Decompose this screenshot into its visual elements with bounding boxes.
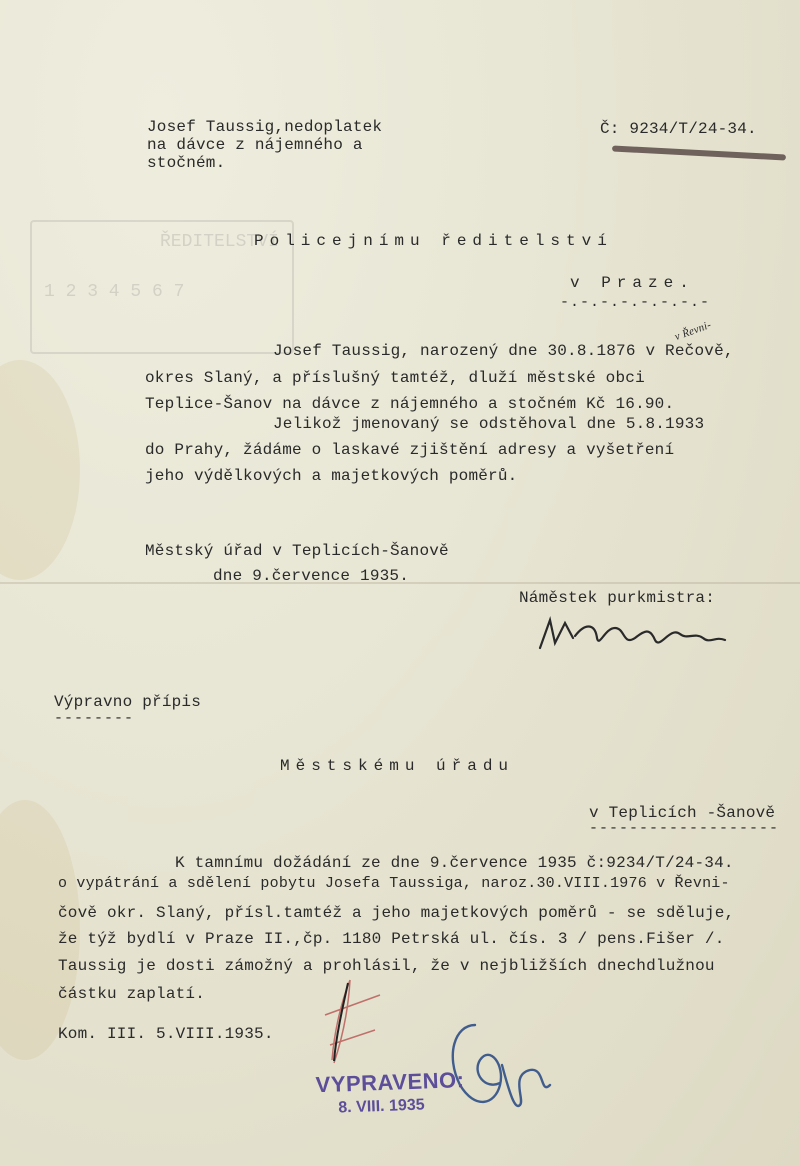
body-p2-line-1: Jelikož jmenovaný se odstěhoval dne 5.8.1933 [273,415,705,433]
reply-footer: Kom. III. 5.VIII.1935. [58,1025,274,1043]
paper-stain [0,360,80,580]
ghost-text: 1 2 3 4 5 6 7 [44,282,185,302]
reply-heading: Výpravno přípis [54,693,202,711]
reply-line-4: že týž bydlí v Praze II.,čp. 1180 Petrská ul. čís. 3 / pens.Fišer /. [58,930,725,948]
ghost-text: ŘEDITELSTVÍ [160,232,279,252]
handwritten-correction: v Řevni- [673,318,713,344]
strike-line [612,145,786,160]
body-p2-line-2: do Prahy, žádáme o laskavé zjištění adresy a vyšetření [145,441,675,459]
reply-place-underline: ------------------- [589,820,780,837]
reply-line-5: Taussig je dosti zámožný a prohlásil, že v nejbližších dnechdlužnou [58,957,715,975]
recipient-line-2: v Praze. [570,274,695,292]
subject-line-2: na dávce z nájemného a [147,136,363,154]
recipient-underline: -.-.-.-.-.-.-.- [560,294,711,311]
dispatch-stamp [315,1067,465,1119]
signatory-title: Náměstek purkmistra: [519,589,716,607]
body-p1-line-1: Josef Taussig, narozený dne 30.8.1876 v Rečově, [273,342,734,360]
reply-place: v Teplicích -Šanově [589,804,776,822]
reply-line-3: čově okr. Slaný, přísl.tamtéž a jeho majetkových poměrů - se sděluje, [58,904,735,922]
reply-line-2: o vypátrání a sdělení pobytu Josefa Taussiga, naroz.30.VIII.1976 v Řevni- [58,875,730,892]
red-pencil-mark [320,975,390,1070]
blue-pencil-signature [440,1005,560,1125]
body-p1-line-3: Teplice-Šanov na dávce z nájemného a stočném Kč 16.90. [145,395,675,413]
reply-line-1: K tamnímu dožádání ze dne 9.července 1935 č:9234/T/24-34. [175,854,734,872]
reference-number: Č: 9234/T/24-34. [600,120,757,138]
body-p2-line-3: jeho výdělkových a majetkových poměrů. [145,467,518,485]
reply-heading-underline: -------- [54,710,135,727]
stamp-line-2: 8. VIII. 1935 [338,1096,425,1117]
reply-line-6: částku zaplatí. [58,985,206,1003]
closing-office: Městský úřad v Teplicích-Šanově [145,542,449,560]
handwritten-signature [535,608,745,668]
subject-line-1: Josef Taussig,nedoplatek [147,118,383,136]
body-p1-line-2: okres Slaný, a příslušný tamtéž, dluží městské obci [145,369,645,387]
recipient-line-1: Policejnímu ředitelství [254,232,613,250]
closing-date: dne 9.července 1935. [213,567,410,585]
subject-line-3: stočném. [147,154,226,172]
reply-recipient: Městskému úřadu [280,757,515,775]
stamp-line-1: VYPRAVENO: [315,1067,465,1098]
